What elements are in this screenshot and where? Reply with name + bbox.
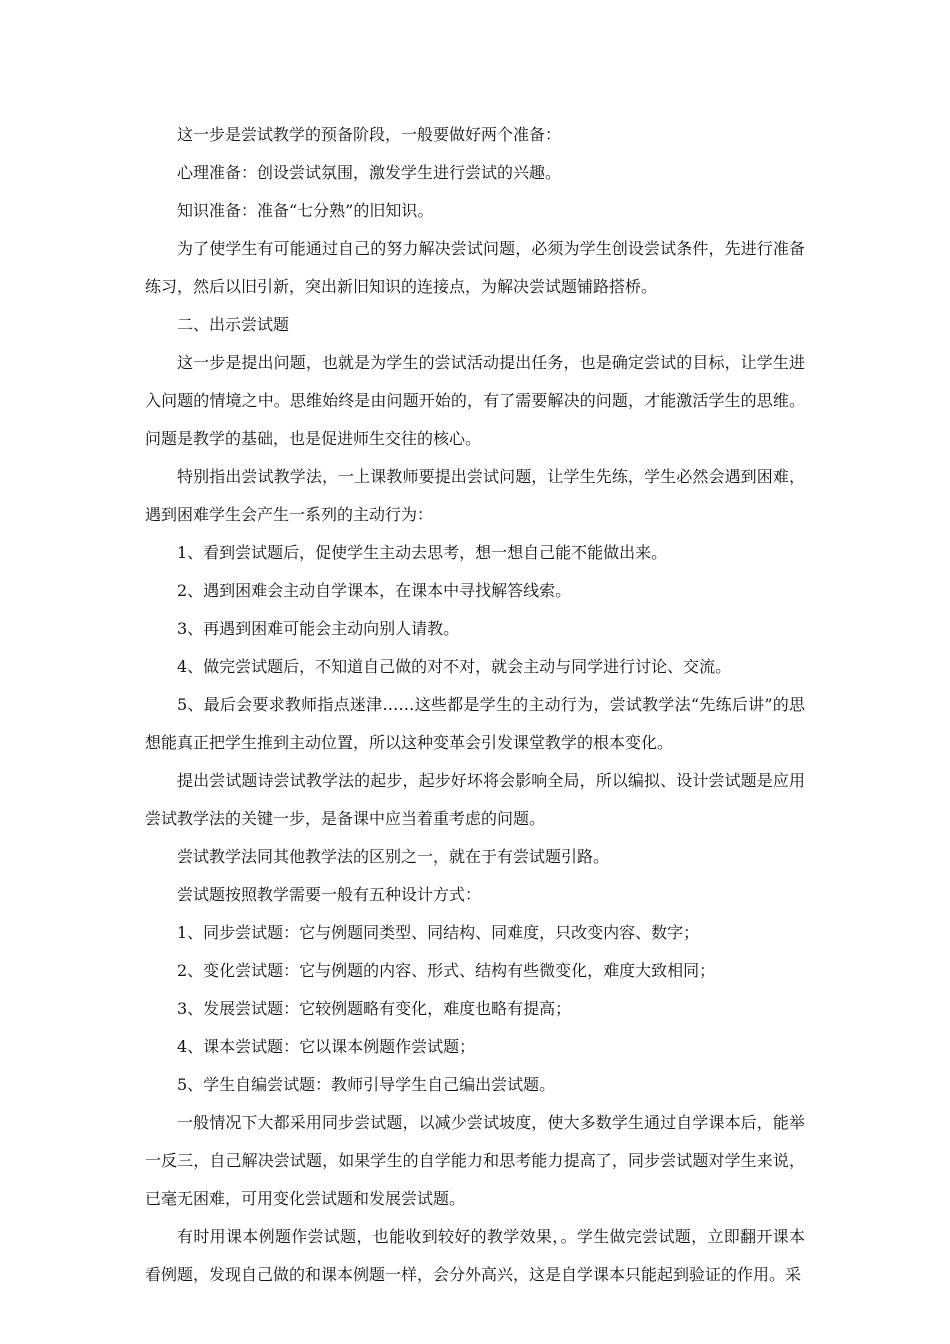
- list-item-behavior-1: 1、看到尝试题后，促使学生主动去思考，想一想自己能不能做出来。: [177, 543, 668, 562]
- paragraph-difference: 尝试教学法同其他教学法的区别之一，就在于有尝试题引路。: [177, 847, 610, 866]
- paragraph-psychological-prep: 心理准备：创设尝试氛围，激发学生进行尝试的兴趣。: [177, 163, 562, 182]
- list-item-method-1: 1、同步尝试题：它与例题同类型、同结构、同难度，只改变内容、数字；: [177, 923, 700, 942]
- list-item-method-3: 3、发展尝试题：它较例题略有变化，难度也略有提高；: [177, 999, 572, 1018]
- list-item-behavior-5: 5、最后会要求教师指点迷津……这些都是学生的主动行为，尝试教学法“先练后讲”的思想能真正把学生推到主动位置，所以这种变革会引发课堂教学的根本变化。: [145, 695, 805, 752]
- list-item-behavior-3: 3、再遇到困难可能会主动向别人请教。: [177, 619, 460, 638]
- list-item-method-5: 5、学生自编尝试题：教师引导学生自己编出尝试题。: [177, 1075, 556, 1094]
- paragraph-knowledge-prep: 知识准备：准备“七分熟”的旧知识。: [177, 201, 434, 220]
- document-body: [145, 116, 805, 1294]
- paragraph-first-step: 提出尝试题诗尝试教学法的起步，起步好坏将会影响全局，所以编拟、设计尝试题是应用尝试教学法的关键一步，是备课中应当着重考虑的问题。: [145, 771, 805, 828]
- paragraph-general-case: 一般情况下大都采用同步尝试题，以减少尝试坡度，使大多数学生通过自学课本后，能举一反三，自己解决尝试题，如果学生的自学能力和思考能力提高了，同步尝试题对学生来说，已毫无困难，可用变化尝试题和发展尝试题。: [145, 1113, 805, 1208]
- list-item-method-2: 2、变化尝试题：它与例题的内容、形式、结构有些微变化，难度大致相同；: [177, 961, 716, 980]
- paragraph-special-note: 特别指出尝试教学法，一上课教师要提出尝试问题，让学生先练，学生必然会遇到困难，遇到困难学生会产生一系列的主动行为：: [145, 467, 805, 524]
- paragraph-prep-conditions: 为了使学生有可能通过自己的努力解决尝试问题，必须为学生创设尝试条件，先进行准备练习，然后以旧引新，突出新旧知识的连接点，为解决尝试题铺路搭桥。: [145, 239, 805, 296]
- paragraph-intro: 这一步是尝试教学的预备阶段，一般要做好两个准备：: [177, 125, 562, 144]
- list-item-method-4: 4、课本尝试题：它以课本例题作尝试题；: [177, 1037, 476, 1056]
- section-heading-show-problem: 二、出示尝试题: [177, 315, 290, 334]
- paragraph-five-methods: 尝试题按照教学需要一般有五种设计方式：: [177, 885, 482, 904]
- paragraph-textbook-example: 有时用课本例题作尝试题，也能收到较好的教学效果，。学生做完尝试题，立即翻开课本看例题，发现自己做的和课本例题一样，会分外高兴，这是自学课本只能起到验证的作用。采: [145, 1227, 805, 1284]
- paragraph-raise-problem: 这一步是提出问题，也就是为学生的尝试活动提出任务，也是确定尝试的目标，让学生进入问题的情境之中。思维始终是由问题开始的，有了需要解决的问题，才能激活学生的思维。问题是教学的基础，也是促进师生交往的核心。: [145, 353, 805, 448]
- list-item-behavior-2: 2、遇到困难会主动自学课本，在课本中寻找解答线索。: [177, 581, 572, 600]
- list-item-behavior-4: 4、做完尝试题后，不知道自己做的对不对，就会主动与同学进行讨论、交流。: [177, 657, 732, 676]
